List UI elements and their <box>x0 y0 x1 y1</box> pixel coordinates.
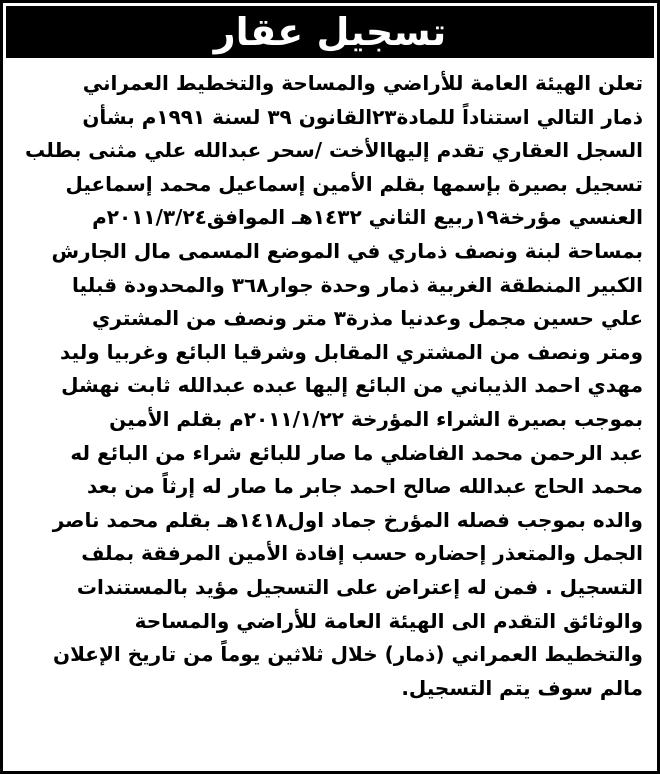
notice-line: علي حسين مجمل وعدنيا مذرة٣ متر ونصف من المشتري <box>92 306 643 331</box>
notice-line: تعلن الهيئة العامة للأراضي والمساحة والتخطيط العمراني <box>82 71 643 95</box>
notice-line: محمد الحاج عبدالله صالح احمد جابر ما صار له إرثاً من بعد <box>87 474 643 499</box>
notice-line: والتخطيط العمراني (ذمار) خلال ثلاثين يوماً من تاريخ الإعلان <box>53 642 643 667</box>
notice-line: عبد الرحمن محمد الفاضلي ما صار للبائع شراء من البائع له <box>70 440 643 465</box>
notice-line: الكبير المنطقة الغربية ذمار وحدة جوار٣٦٨ والمحدودة قبليا <box>72 272 643 297</box>
notice-line: العنسي مؤرخة١٩ربيع الثاني ١٤٣٢هـ الموافق٢٠١١/٣/٢٤م <box>92 205 643 230</box>
notice-line: بموجب بصيرة الشراء المؤرخة ٢٠١١/١/٢٢م بقلم الأمين <box>109 406 643 431</box>
notice-line: والده بموجب فصله المؤرخ جماد اول١٤١٨هـ بقلم محمد ناصر <box>52 507 643 532</box>
notice-title: تسجيل عقار <box>6 6 654 58</box>
notice-line: السجل العقاري تقدم إليهاالأخت /سحر عبدالله علي مثنى بطلب <box>25 138 643 163</box>
notice-line: والوثائق التقدم الى الهيئة العامة للأراضي والمساحة <box>134 608 643 633</box>
notice-line: تسجيل بصيرة بإسمها بقلم الأمين إسماعيل محمد إسماعيل <box>65 171 643 196</box>
notice-line: ذمار التالي استناداً للمادة٢٣القانون ٣٩ لسنة ١٩٩١م بشأن <box>82 104 643 129</box>
notice-line: التسجيل . فمن له إعتراض على التسجيل مؤيد بالمستندات <box>76 574 643 599</box>
notice-line: الجمل والمتعذر إحضاره حسب إفادة الأمين المرفقة بملف <box>81 541 643 566</box>
notice-line: مالم سوف يتم التسجيل. <box>401 675 643 700</box>
notice-body <box>17 67 643 763</box>
notice-line: ومتر ونصف من المشتري المقابل وشرقيا البائع وغربيا وليد <box>60 339 643 364</box>
notice-line: بمساحة لبنة ونصف ذماري في الموضع المسمى مال الجارش <box>51 238 643 263</box>
notice-line: مهدي احمد الذيباني من البائع إليها عبده عبدالله ثابت نهشل <box>61 373 643 398</box>
